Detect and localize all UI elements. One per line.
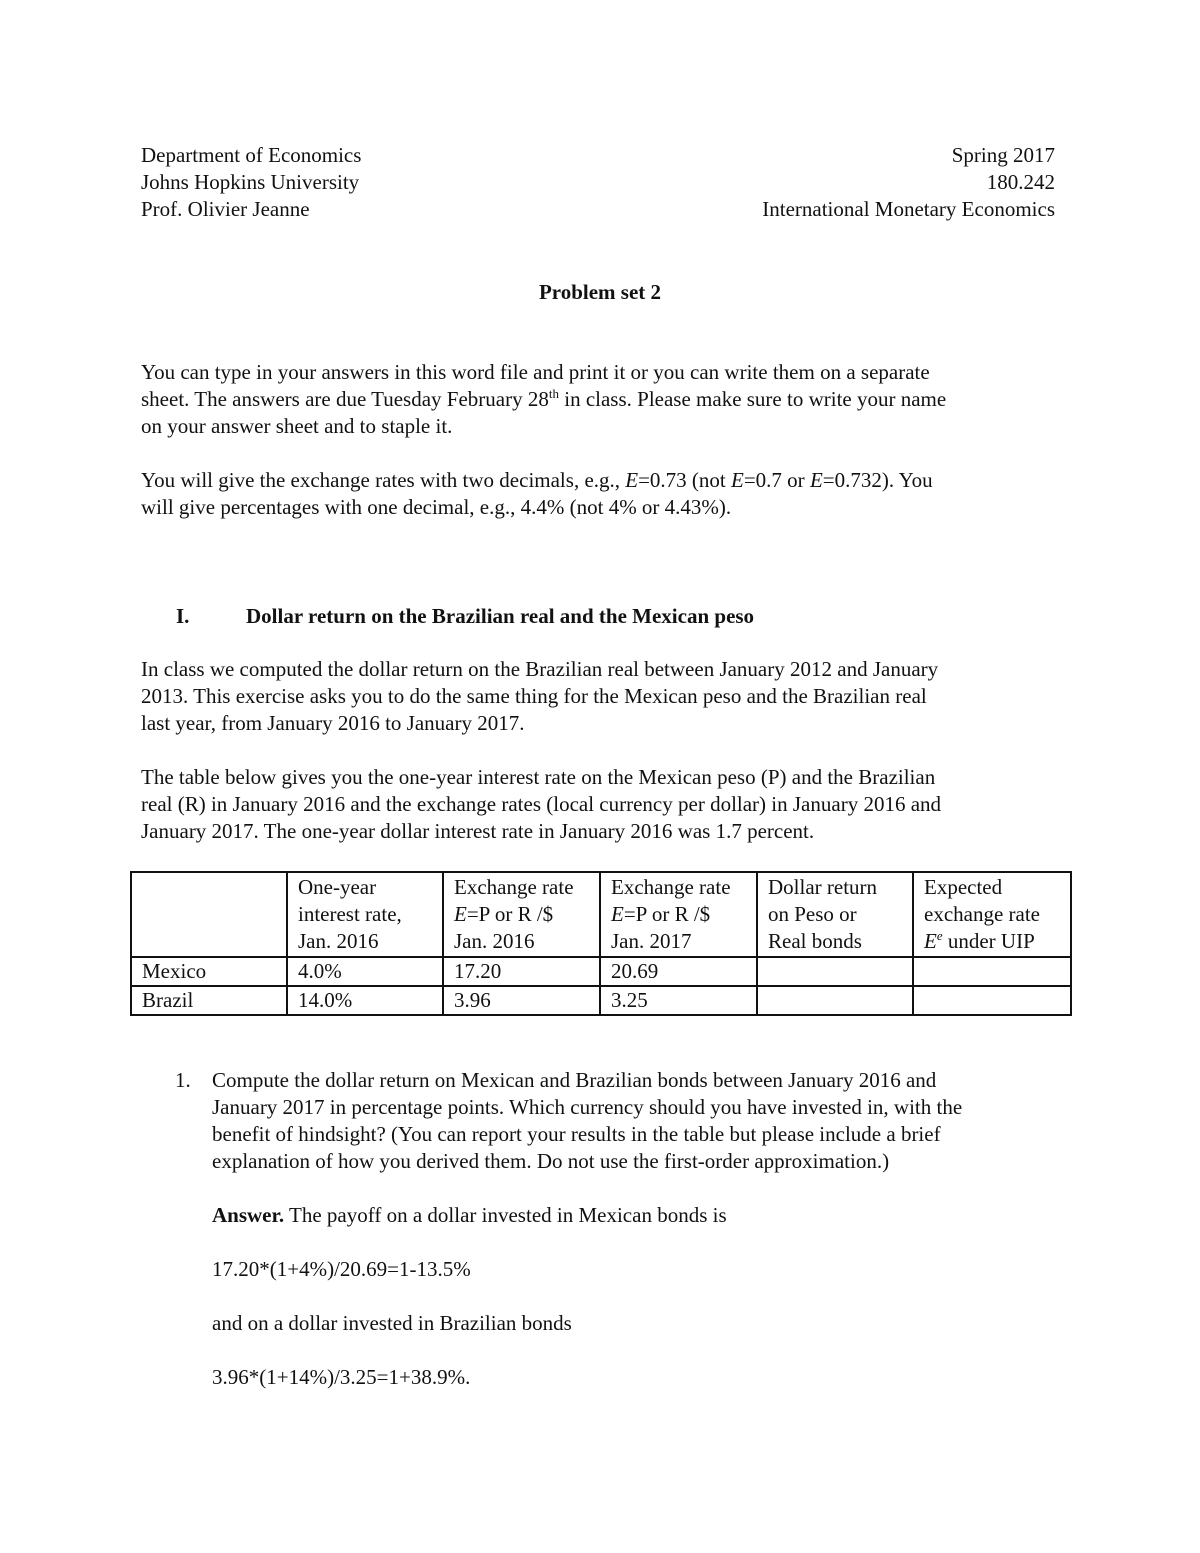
table-cell: 14.0% [287,986,443,1015]
header-line: Jan. 2016 [298,929,379,953]
header-row-2 [141,169,1055,196]
text-line: 2013. This exercise asks you to do the same thing for the Mexican peso and the Brazilian real [141,684,927,708]
section-paragraph-2 [141,764,1055,845]
text-run: =0.7 or [743,468,810,492]
variable-e: E [454,902,467,926]
text-line [141,386,1055,413]
text-line: In class we computed the dollar return on the Brazilian real between January 2012 and January [141,657,939,681]
section-number: I. [176,604,190,628]
text-run: in class. Please make sure to write your name [558,387,947,411]
table-cell: 4.0% [287,957,443,986]
table-cell-empty[interactable] [913,957,1071,986]
header-cell-dollar-return [757,872,913,957]
variable-e: E [611,902,624,926]
question-text [212,1067,1055,1175]
header-line: Jan. 2017 [611,929,692,953]
formula-mexico: 17.20*(1+4%)/20.69=1-13.5% [212,1257,471,1281]
header-line: Real bonds [768,929,862,953]
header-cell-exchange-rate-2016 [443,872,600,957]
table-cell: 3.25 [600,986,757,1015]
header-line: Jan. 2016 [454,929,535,953]
text-line: last year, from January 2016 to January 2017. [141,711,525,735]
text-line: benefit of hindsight? (You can report your results in the table but please include a brief [212,1122,941,1146]
answer-text: The payoff on a dollar invested in Mexican bonds is [284,1203,727,1227]
header-line: exchange rate [924,902,1041,926]
document-title: Problem set 2 [538,280,662,304]
section-paragraph-1 [141,656,1055,737]
text-line: will give percentages with one decimal, e.g., 4.4% (not 4% or 4.43%). [141,495,732,519]
header-line: Exchange rate [454,875,574,899]
question-number: 1. [175,1068,191,1092]
text-line: explanation of how you derived them. Do not use the first-order approximation.) [212,1149,890,1173]
text-line: real (R) in January 2016 and the exchange rates (local currency per dollar) in January 2016 and [141,792,942,816]
header-line: interest rate, [298,902,402,926]
header-line [454,901,589,928]
semester: Spring 2017 [951,143,1055,167]
text-run: =P or R /$ [623,902,711,926]
text-line: on your answer sheet and to staple it. [141,414,453,438]
answer-label: Answer. [212,1203,285,1227]
header-line: One-year [298,875,377,899]
header-line: on Peso or [768,902,857,926]
header-row-3 [141,196,1055,223]
text-line: The table below gives you the one-year interest rate on the Mexican peso (P) and the Brazilian [141,765,936,789]
superscript-e: e [936,928,943,943]
rates-table [130,871,1072,1016]
text-line [141,467,1055,494]
brazil-intro: and on a dollar invested in Brazilian bonds [212,1311,572,1335]
text-line: Compute the dollar return on Mexican and Brazilian bonds between January 2016 and [212,1068,937,1092]
formula-brazil: 3.96*(1+14%)/3.25=1+38.9%. [212,1365,471,1389]
intro-paragraph-2 [141,467,1055,521]
table-cell-empty[interactable] [913,986,1071,1015]
table-cell: 17.20 [443,957,600,986]
text-run: under UIP [942,929,1035,953]
header-line [611,901,746,928]
answer-intro [212,1202,727,1229]
superscript: th [548,386,559,401]
course-title: International Monetary Economics [762,197,1055,221]
text-line: January 2017. The one-year dollar interest rate in January 2016 was 1.7 percent. [141,819,815,843]
header-line: Dollar return [768,875,878,899]
professor-name: Prof. Olivier Jeanne [141,197,310,221]
text-line: January 2017 in percentage points. Which currency should you have invested in, with the [212,1095,963,1119]
variable-e: E [625,468,639,492]
variable-e: E [924,929,937,953]
header-cell-exchange-rate-2017 [600,872,757,957]
table-row-brazil [131,986,1071,1015]
department-name: Department of Economics [141,143,362,167]
table-cell-empty[interactable] [757,957,913,986]
header-cell-interest-rate [287,872,443,957]
table-row-mexico [131,957,1071,986]
table-cell: Brazil [131,986,287,1015]
text-run: sheet. The answers are due Tuesday February 28 [141,387,549,411]
table-cell: 3.96 [443,986,600,1015]
header-line: Expected [924,875,1003,899]
header-line: Exchange rate [611,875,731,899]
header-line [924,928,1060,955]
text-run: =0.732). You [822,468,933,492]
table-cell: Mexico [131,957,287,986]
table-cell: 20.69 [600,957,757,986]
header-cell-empty [131,872,287,957]
table-cell-empty[interactable] [757,986,913,1015]
text-run: You will give the exchange rates with two decimals, e.g., [141,468,626,492]
header-row-1 [141,142,1055,169]
table-header-row [131,872,1071,957]
text-run: =0.73 (not [638,468,732,492]
university-name: Johns Hopkins University [141,170,360,194]
course-number: 180.242 [986,170,1055,194]
variable-e: E [809,468,823,492]
section-title: Dollar return on the Brazilian real and the Mexican peso [246,604,755,628]
intro-paragraph-1 [141,359,1055,440]
text-line: You can type in your answers in this word file and print it or you can write them on a separate [141,360,930,384]
header-cell-expected-rate [913,872,1071,957]
text-run: =P or R /$ [466,902,554,926]
variable-e: E [731,468,744,492]
